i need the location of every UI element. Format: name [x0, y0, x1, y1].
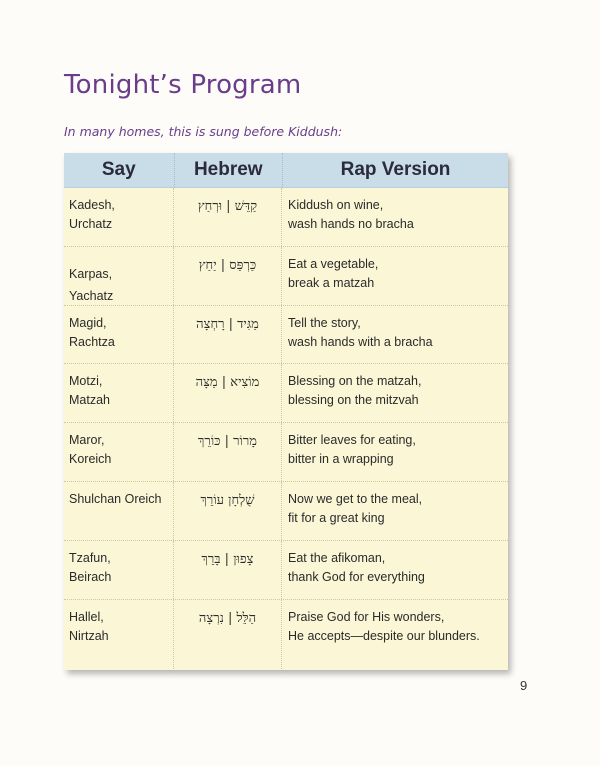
say-line: Koreich — [69, 452, 112, 467]
say-line: Magid, — [69, 315, 107, 330]
page-number: 9 — [520, 678, 528, 693]
rap-cell — [282, 306, 508, 364]
say-line: Kadesh, — [69, 198, 115, 212]
hebrew-cell: מָרוֹר | כּוֹרֵךְ — [174, 423, 282, 481]
say-cell — [64, 600, 174, 673]
rap-cell — [282, 247, 508, 305]
rap-cell — [282, 541, 508, 599]
table-header — [64, 153, 508, 188]
table-row — [64, 482, 508, 541]
rap-cell — [282, 188, 508, 246]
table-row — [64, 364, 508, 423]
table-row — [64, 541, 508, 600]
rap-line: Eat a vegetable, — [288, 256, 379, 271]
say-cell — [64, 188, 174, 246]
rap-line: fit for a great king — [288, 510, 385, 525]
rap-line: Now we get to the meal, — [288, 491, 423, 506]
header-hebrew: Hebrew — [175, 153, 284, 187]
rap-line: break a matzah — [288, 275, 375, 290]
hebrew-cell: מַגִּיד | רָחְצָה — [174, 306, 282, 364]
page-title: Tonight’s Program — [64, 70, 302, 100]
say-cell — [64, 423, 174, 481]
hebrew-cell: הַלֵּל | נִרְצָה — [174, 600, 282, 673]
hebrew-cell: צָפוּן | בָּרֵךְ — [174, 541, 282, 599]
table-row — [64, 600, 508, 673]
say-line: Matzah — [69, 393, 110, 408]
hebrew-cell: כַּרְפַּס | יַחַץ — [174, 247, 282, 305]
header-rap-version: Rap Version — [340, 159, 451, 180]
rap-line: Eat the afikoman, — [288, 550, 386, 565]
rap-line: He accepts—despite our blunders. — [288, 628, 480, 643]
say-line: Urchatz — [69, 217, 113, 231]
rap-line: Blessing on the matzah, — [288, 374, 422, 389]
table-row — [64, 188, 508, 247]
seder-program-table — [64, 153, 508, 670]
rap-line: Kiddush on wine, — [288, 198, 384, 212]
rap-line: Bitter leaves for eating, — [288, 433, 416, 448]
say-line: Nirtzah — [69, 628, 109, 643]
say-line: Hallel, — [69, 609, 104, 624]
hebrew-cell: שֻׁלְחָן עוֹרֵךְ — [174, 482, 282, 540]
rap-cell — [282, 423, 508, 481]
table-row — [64, 247, 508, 306]
rap-line: Praise God for His wonders, — [288, 609, 445, 624]
rap-line: thank God for everything — [288, 569, 425, 584]
rap-line: Tell the story, — [288, 315, 361, 330]
say-line: Beirach — [69, 569, 112, 584]
say-cell — [64, 541, 174, 599]
rap-line: wash hands with a bracha — [288, 334, 433, 349]
rap-line: bitter in a wrapping — [288, 452, 394, 467]
say-line: Maror, — [69, 433, 105, 448]
say-cell — [64, 306, 174, 364]
rap-line: blessing on the mitzvah — [288, 393, 419, 408]
header-say: Say — [64, 153, 175, 187]
say-line: Shulchan Oreich — [69, 491, 162, 506]
hebrew-cell: מוֹצִיא | מַצָּה — [174, 364, 282, 422]
say-line: Yachatz — [69, 288, 114, 303]
table-row — [64, 423, 508, 482]
say-line: Tzafun, — [69, 550, 111, 565]
say-line: Motzi, — [69, 374, 103, 389]
hebrew-cell: קַדֵּשׁ | וּרְחַץ — [174, 188, 282, 246]
say-cell — [64, 482, 174, 540]
page-subtitle: In many homes, this is sung before Kiddush: — [64, 124, 343, 139]
rap-cell — [282, 364, 508, 422]
rap-cell — [282, 482, 508, 540]
rap-line: wash hands no bracha — [288, 217, 414, 231]
say-cell — [64, 247, 174, 305]
say-line: Rachtza — [69, 334, 115, 349]
say-line: Karpas, — [69, 266, 113, 281]
table-row — [64, 306, 508, 365]
say-cell — [64, 364, 174, 422]
rap-cell — [282, 600, 508, 673]
